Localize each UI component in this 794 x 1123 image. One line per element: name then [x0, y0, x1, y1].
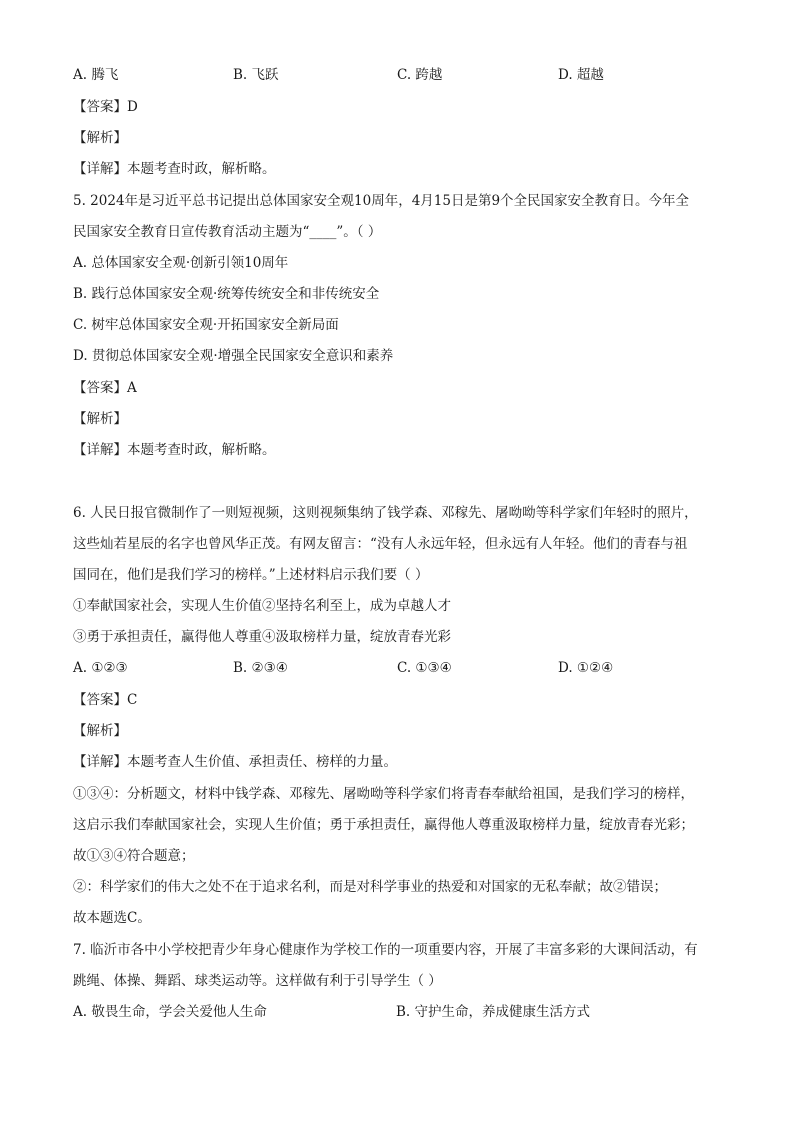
q4-option-b: B. 飞跃	[233, 67, 279, 83]
q7-option-b: B. 守护生命，养成健康生活方式	[396, 1004, 591, 1020]
q6-stem-line-2: 这些灿若星辰的名字也曾风华正茂。有网友留言：“没有人永远年轻，但永远有人年轻。他们的青春与祖	[73, 536, 688, 552]
q7-options	[73, 1002, 723, 1022]
q6-answer: 【答案】C	[73, 692, 138, 708]
q6-option-d: D. ①②④	[558, 660, 614, 676]
q4-analysis-heading: 【解析】	[73, 130, 127, 146]
q7-stem-line-1: 7. 临沂市各中小学校把青少年身心健康作为学校工作的一项重要内容，开展了丰富多彩的大课间活动，有	[73, 942, 698, 958]
q6-stem-line-3: 国同在，他们是我们学习的榜样。”上述材料启示我们要（ ）	[73, 567, 429, 583]
q6-options	[73, 658, 723, 678]
q5-detail: 【详解】本题考查时政，解析略。	[73, 442, 276, 458]
q6-detail-line-4: 故①③④符合题意；	[73, 848, 195, 864]
q5-option-c: C. 树牢总体国家安全观·开拓国家安全新局面	[73, 317, 339, 333]
q6-statements-line-1: ①奉献国家社会，实现人生价值②坚持名利至上，成为卓越人才	[73, 598, 451, 614]
q7-option-a: A. 敬畏生命，学会关爱他人生命	[73, 1004, 267, 1020]
q4-option-c: C. 跨越	[397, 67, 443, 83]
q6-option-b: B. ②③④	[233, 660, 288, 676]
q6-detail-line-3: 这启示我们奉献国家社会，实现人生价值；勇于承担责任，赢得他人尊重汲取榜样力量，绽放青春光彩；	[73, 817, 694, 833]
q6-option-a: A. ①②③	[73, 660, 128, 676]
q5-option-a: A. 总体国家安全观·创新引领10周年	[73, 255, 289, 271]
q4-answer: 【答案】D	[73, 99, 138, 115]
q6-stem-line-1: 6. 人民日报官微制作了一则短视频，这则视频集纳了钱学森、邓稼先、屠呦呦等科学家们年轻时的照片，	[73, 505, 698, 521]
q5-option-b: B. 践行总体国家安全观·统筹传统安全和非传统安全	[73, 286, 380, 302]
q6-option-c: C. ①③④	[397, 660, 452, 676]
q5-stem-line-2: 民国家安全教育日宣传教育活动主题为“____”。（ ）	[73, 224, 382, 240]
q5-answer: 【答案】A	[73, 380, 137, 396]
q7-stem-line-2: 跳绳、体操、舞蹈、球类运动等。这样做有利于引导学生（ ）	[73, 973, 442, 989]
q5-stem-line-1: 5. 2024年是习近平总书记提出总体国家安全观10周年，4月15日是第9个全民国家安全教育日。今年全	[73, 193, 690, 209]
q6-detail-line-6: 故本题选C。	[73, 910, 151, 926]
q5-analysis-heading: 【解析】	[73, 411, 127, 427]
q4-options	[73, 65, 723, 85]
q4-detail: 【详解】本题考查时政，解析略。	[73, 161, 276, 177]
q6-statements-line-2: ③勇于承担责任，赢得他人尊重④汲取榜样力量，绽放青春光彩	[73, 629, 451, 645]
q6-analysis-heading: 【解析】	[73, 723, 127, 739]
q6-detail-line-2: ①③④：分析题文，材料中钱学森、邓稼先、屠呦呦等科学家们将青春奉献给祖国，是我们学习的榜样，	[73, 786, 694, 802]
q4-option-d: D. 超越	[558, 67, 604, 83]
q5-option-d: D. 贯彻总体国家安全观·增强全民国家安全意识和素养	[73, 348, 394, 364]
q4-option-a: A. 腾飞	[73, 67, 119, 83]
q6-detail-line-5: ②：科学家们的伟大之处不在于追求名利，而是对科学事业的热爱和对国家的无私奉献；故②错误；	[73, 879, 667, 895]
q6-detail-line-1: 【详解】本题考查人生价值、承担责任、榜样的力量。	[73, 754, 397, 770]
